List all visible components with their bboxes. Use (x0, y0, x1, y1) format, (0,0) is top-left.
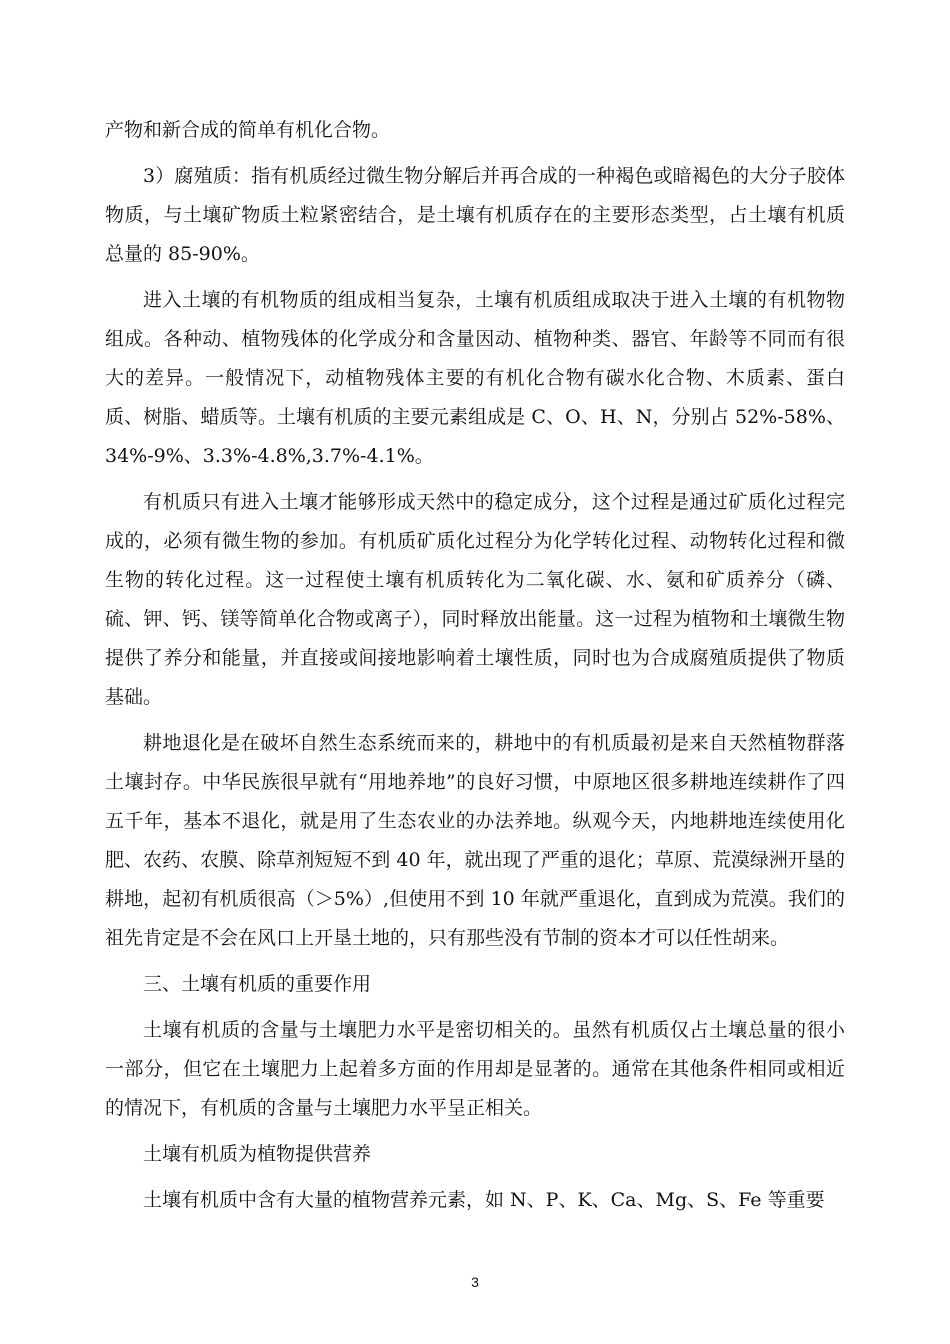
paragraph-humus-definition: 3）腐殖质：指有机质经过微生物分解后并再合成的一种褐色或暗褐色的大分子胶体物质，与土壤矿物质土粒紧密结合，是土壤有机质存在的主要形态类型，占土壤有机质总量的 85-90%。 (105, 165, 845, 265)
paragraph-organic-composition: 进入土壤的有机物质的组成相当复杂，土壤有机质组成取决于进入土壤的有机物物组成。各种动、植物残体的化学成分和含量因动、植物种类、器官、年龄等不同而有很大的差异。一般情况下，动植物残体主要的有机化合物有碳水化合物、木质素、蛋白质、树脂、蜡质等。土壤有机质的主要元素组成是 C、O、H、N，分别占 52%-58%、34%-9%、3.3%-4.8%,3.7%-4.1%。 (105, 289, 845, 467)
page-number: 3 (471, 1274, 479, 1290)
paragraph-fertility-relation: 土壤有机质的含量与土壤肥力水平是密切相关的。虽然有机质仅占土壤总量的很小一部分，但它在土壤肥力上起着多方面的作用却是显著的。通常在其他条件相同或相近的情况下，有机质的含量与土壤肥力水平呈正相关。 (105, 1019, 845, 1119)
paragraph-land-degradation: 耕地退化是在破坏自然生态系统而来的，耕地中的有机质最初是来自天然植物群落土壤封存。中华民族很早就有“用地养地”的良好习惯，中原地区很多耕地连续耕作了四五千年，基本不退化，就是用了生态农业的办法养地。纵观今天，内地耕地连续使用化肥、农药、农膜、除草剂短短不到 40 年，就出现了严重的退化；草原、荒漠绿洲开垦的耕地，起初有机质很高（＞5%）,但使用不到 10 年就严重退化，直到成为荒漠。我们的祖先肯定是不会在风口上开垦土地的，只有那些没有节制的资本才可以任性胡来。 (105, 732, 845, 949)
document-body (105, 111, 845, 1227)
subsection-heading: 土壤有机质为植物提供营养 (143, 1143, 372, 1165)
paragraph-nutrients: 土壤有机质中含有大量的植物营养元素，如 N、P、K、Ca、Mg、S、Fe 等重要 (143, 1189, 825, 1211)
paragraph-continuation: 产物和新合成的简单有机化合物。 (105, 119, 391, 141)
paragraph-mineralization: 有机质只有进入土壤才能够形成天然中的稳定成分，这个过程是通过矿质化过程完成的，必须有微生物的参加。有机质矿质化过程分为化学转化过程、动物转化过程和微生物的转化过程。这一过程使土壤有机质转化为二氧化碳、水、氨和矿质养分（磷、硫、钾、钙、镁等简单化合物或离子），同时释放出能量。这一过程为植物和土壤微生物提供了养分和能量，并直接或间接地影响着土壤性质，同时也为合成腐殖质提供了物质基础。 (105, 491, 845, 708)
section-heading: 三、土壤有机质的重要作用 (143, 973, 372, 995)
